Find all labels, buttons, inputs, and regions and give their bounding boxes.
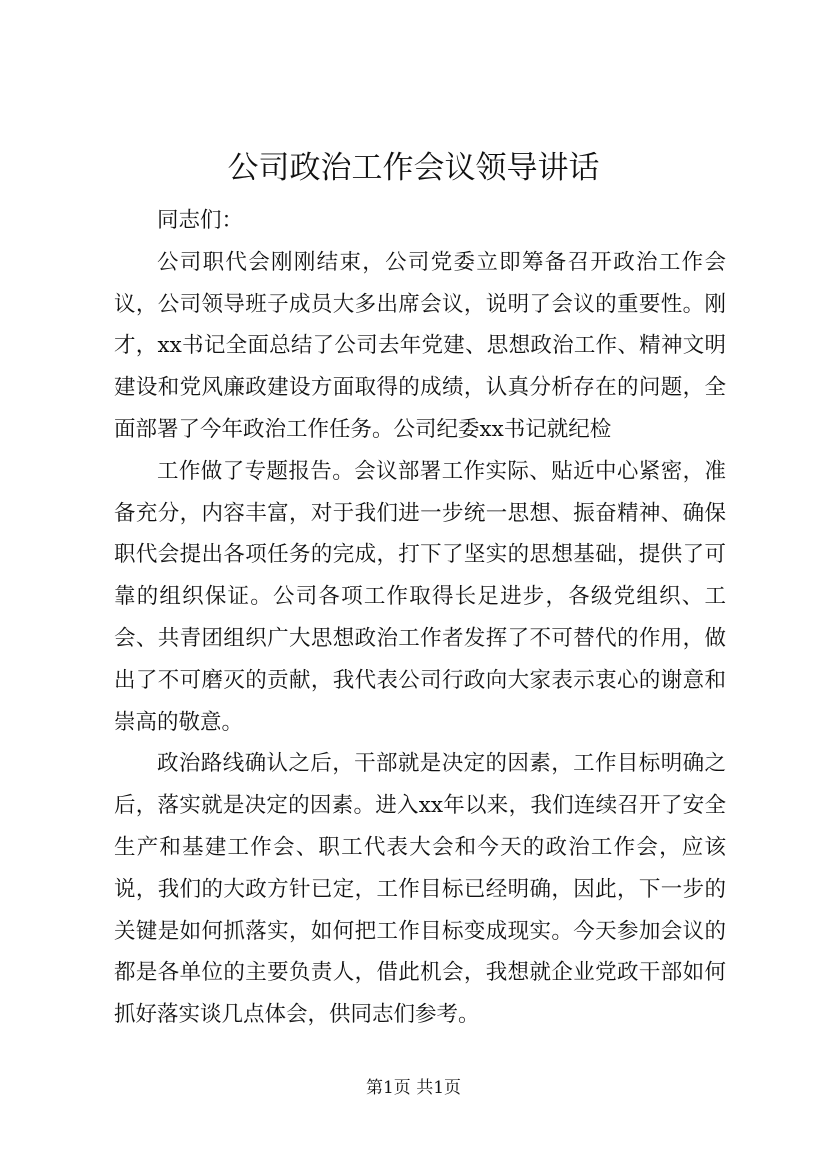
salutation: 同志们： <box>157 208 244 233</box>
document-title: 公司政治工作会议领导讲话 <box>227 150 600 186</box>
paragraph-3: 政治路线确认之后，干部就是决定的因素，工作目标明确之后，落实就是决定的因素。进入xx年以来，我们连续召开了安全生产和基建工作会、职工代表大会和今天的政治工作会，应该说，我们的大政方针已定，工作目标已经明确，因此，下一步的关键是如何抓落实，如何把工作目标变成现实。今天参加会议的都是各单位的主要负责人，借此机会，我想就企业党政干部如何抓好落实谈几点体会，供同志们参考。 <box>114 751 726 1028</box>
paragraph-2: 工作做了专题报告。会议部署工作实际、贴近中心紧密，准备充分，内容丰富，对于我们进一步统一思想、振奋精神、确保职代会提出各项任务的完成，打下了坚实的思想基础，提供了可靠的组织保证。公司各项工作取得长足进步，各级党组织、工会、共青团组织广大思想政治工作者发挥了不可替代的作用，做出了不可磨灭的贡献，我代表公司行政向大家表示衷心的谢意和崇高的敬意。 <box>114 458 726 735</box>
page-footer: 第1页 共1页 <box>365 1078 462 1098</box>
document-body <box>114 200 726 1036</box>
paragraph-1: 公司职代会刚刚结束，公司党委立即筹备召开政治工作会议，公司领导班子成员大多出席会议，说明了会议的重要性。刚才，xx书记全面总结了公司去年党建、思想政治工作、精神文明建设和党风廉政建设方面取得的成绩，认真分析存在的问题，全面部署了今年政治工作任务。公司纪委xx书记就纪检 <box>114 249 726 442</box>
